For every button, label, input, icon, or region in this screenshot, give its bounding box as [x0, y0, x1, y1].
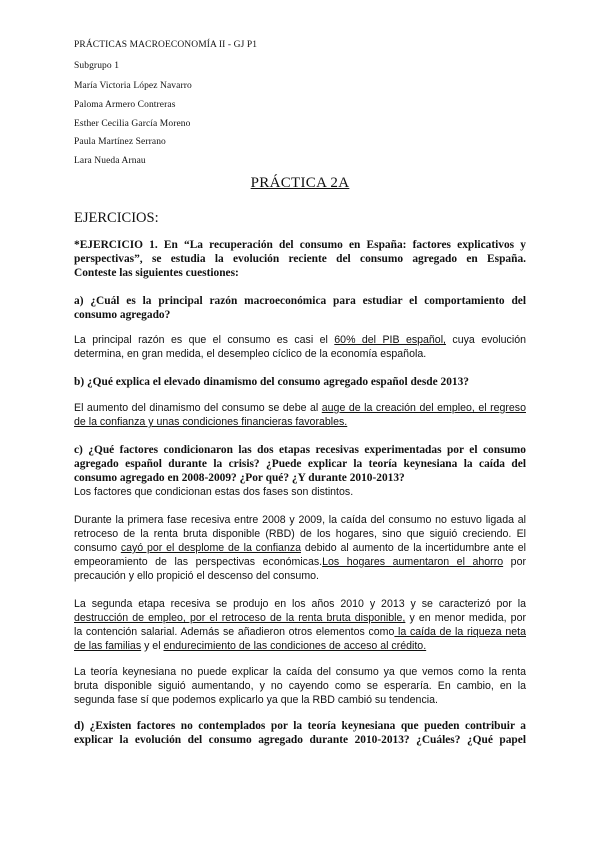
answer-line: retroceso de la renta bruta disponible (RBD) de los hogares, sino que siguió creciendo. El: [74, 528, 526, 540]
question-line: explicar la evolución del consumo agregado durante 2010-2013? ¿Cuáles? ¿Qué papel: [74, 734, 526, 746]
answer-b: [74, 401, 526, 429]
question-c: [74, 443, 526, 485]
answer-line: El aumento del dinamismo del consumo se debe al auge de la creación del empleo, el regreso: [74, 402, 526, 414]
highlight-text: destrucción de empleo, por el retroceso de la renta bruta disponible,: [74, 612, 406, 624]
answer-line: Durante la primera fase recesiva entre 2008 y 2009, la caída del consumo no estuvo ligada al: [74, 514, 526, 526]
answer-line: determina, en gran medida, el desempleo cíclico de la economía española.: [74, 348, 427, 360]
question-line: b) ¿Qué explica el elevado dinamismo del consumo agregado español desde 2013?: [74, 376, 469, 388]
highlight-text: cayó por el desplome de la confianza: [120, 542, 302, 554]
answer-line: Los factores que condicionan estas dos fases son distintos.: [74, 486, 354, 498]
highlight-text: de la confianza y unas condiciones financieras favorables.: [74, 416, 348, 428]
author-name: Paloma Armero Contreras: [74, 100, 176, 110]
question-line: consumo agregado en 2008-2009? ¿Por qué? ¿Y durante 2010-2013?: [74, 472, 405, 484]
answer-line: precaución y ello propició el descenso del consumo.: [74, 570, 319, 582]
exercise-line: *EJERCICIO 1. En “La recuperación del consumo en España: factores explicativos y: [74, 239, 526, 251]
answer-line: bruta disponible siguió aumentando, y no cayendo como se esperaría. En cambio, en la: [74, 680, 526, 692]
section-heading: EJERCICIOS:: [74, 210, 159, 226]
author-name: María Victoria López Navarro: [74, 81, 192, 91]
question-line: d) ¿Existen factores no contemplados por la teoría keynesiana que pueden contribuir a: [74, 720, 526, 732]
answer-c-intro: [74, 485, 526, 499]
answer-c-paragraph-1: [74, 513, 526, 583]
exercise-statement: [74, 238, 526, 280]
answer-c-paragraph-3: [74, 665, 526, 707]
question-line: a) ¿Cuál es la principal razón macroeconómica para estudiar el comportamiento del: [74, 295, 526, 307]
question-line: consumo agregado?: [74, 309, 171, 321]
answer-line: destrucción de empleo, por el retroceso de la renta bruta disponible, y en menor medida, por: [74, 612, 526, 624]
course-header: PRÁCTICAS MACROECONOMÍA II - GJ P1: [74, 40, 258, 50]
answer-line: segunda fase sí que podemos explicarlo ya que la RBD cambió su tendencia.: [74, 694, 438, 706]
question-a: [74, 294, 526, 322]
page-title: PRÁCTICA 2A: [250, 175, 350, 191]
highlight-text: de las familias: [74, 640, 142, 652]
highlight-text: Los hogares aumentaron el ahorro: [322, 556, 504, 568]
answer-line: de las familias y el endurecimiento de las condiciones de acceso al crédito.: [74, 640, 427, 652]
answer-c-paragraph-2: [74, 597, 526, 653]
answer-line: La segunda etapa recesiva se produjo en los años 2010 y 2013 y se caracterizó por la: [74, 598, 526, 610]
question-d: [74, 719, 526, 747]
highlight-text: auge de la creación del empleo, el regreso: [321, 402, 526, 414]
question-line: c) ¿Qué factores condicionaron las dos etapas recesivas experimentadas por el consumo: [74, 444, 526, 456]
answer-line: La teoría keynesiana no puede explicar la caída del consumo ya que vemos como la renta: [74, 666, 526, 678]
author-name: Paula Martínez Serrano: [74, 137, 166, 147]
highlight-text: endurecimiento de las condiciones de acceso al crédito.: [163, 640, 427, 652]
answer-line: La principal razón es que el consumo es casi el 60% del PIB español, cuya evolución: [74, 334, 526, 346]
answer-line: consumo cayó por el desplome de la confianza debido al aumento de la incertidumbre ante el: [74, 542, 526, 554]
question-line: agregado español durante la crisis? ¿Puede explicar la teoría keynesiana la caída del: [74, 458, 526, 470]
exercise-line: perspectivas”, se estudia la evolución reciente del consumo agregado en España.: [74, 253, 526, 265]
answer-line: la contención salarial. Además se añadieron otros elementos como la caída de la riqueza neta: [74, 626, 526, 638]
highlight-text: 60% del PIB español,: [334, 334, 447, 346]
answer-a: [74, 333, 526, 361]
question-b: [74, 375, 526, 389]
highlight-text: la caída de la riqueza neta: [394, 626, 526, 638]
answer-line: [74, 415, 526, 429]
exercise-line: Conteste las siguientes cuestiones:: [74, 267, 239, 279]
author-name: Lara Nueda Arnau: [74, 156, 146, 166]
author-name: Esther Cecilia García Moreno: [74, 119, 191, 129]
subgroup: Subgrupo 1: [74, 61, 120, 71]
answer-line: empeoramiento de las perspectivas económicas.Los hogares aumentaron el ahorro por: [74, 556, 526, 568]
